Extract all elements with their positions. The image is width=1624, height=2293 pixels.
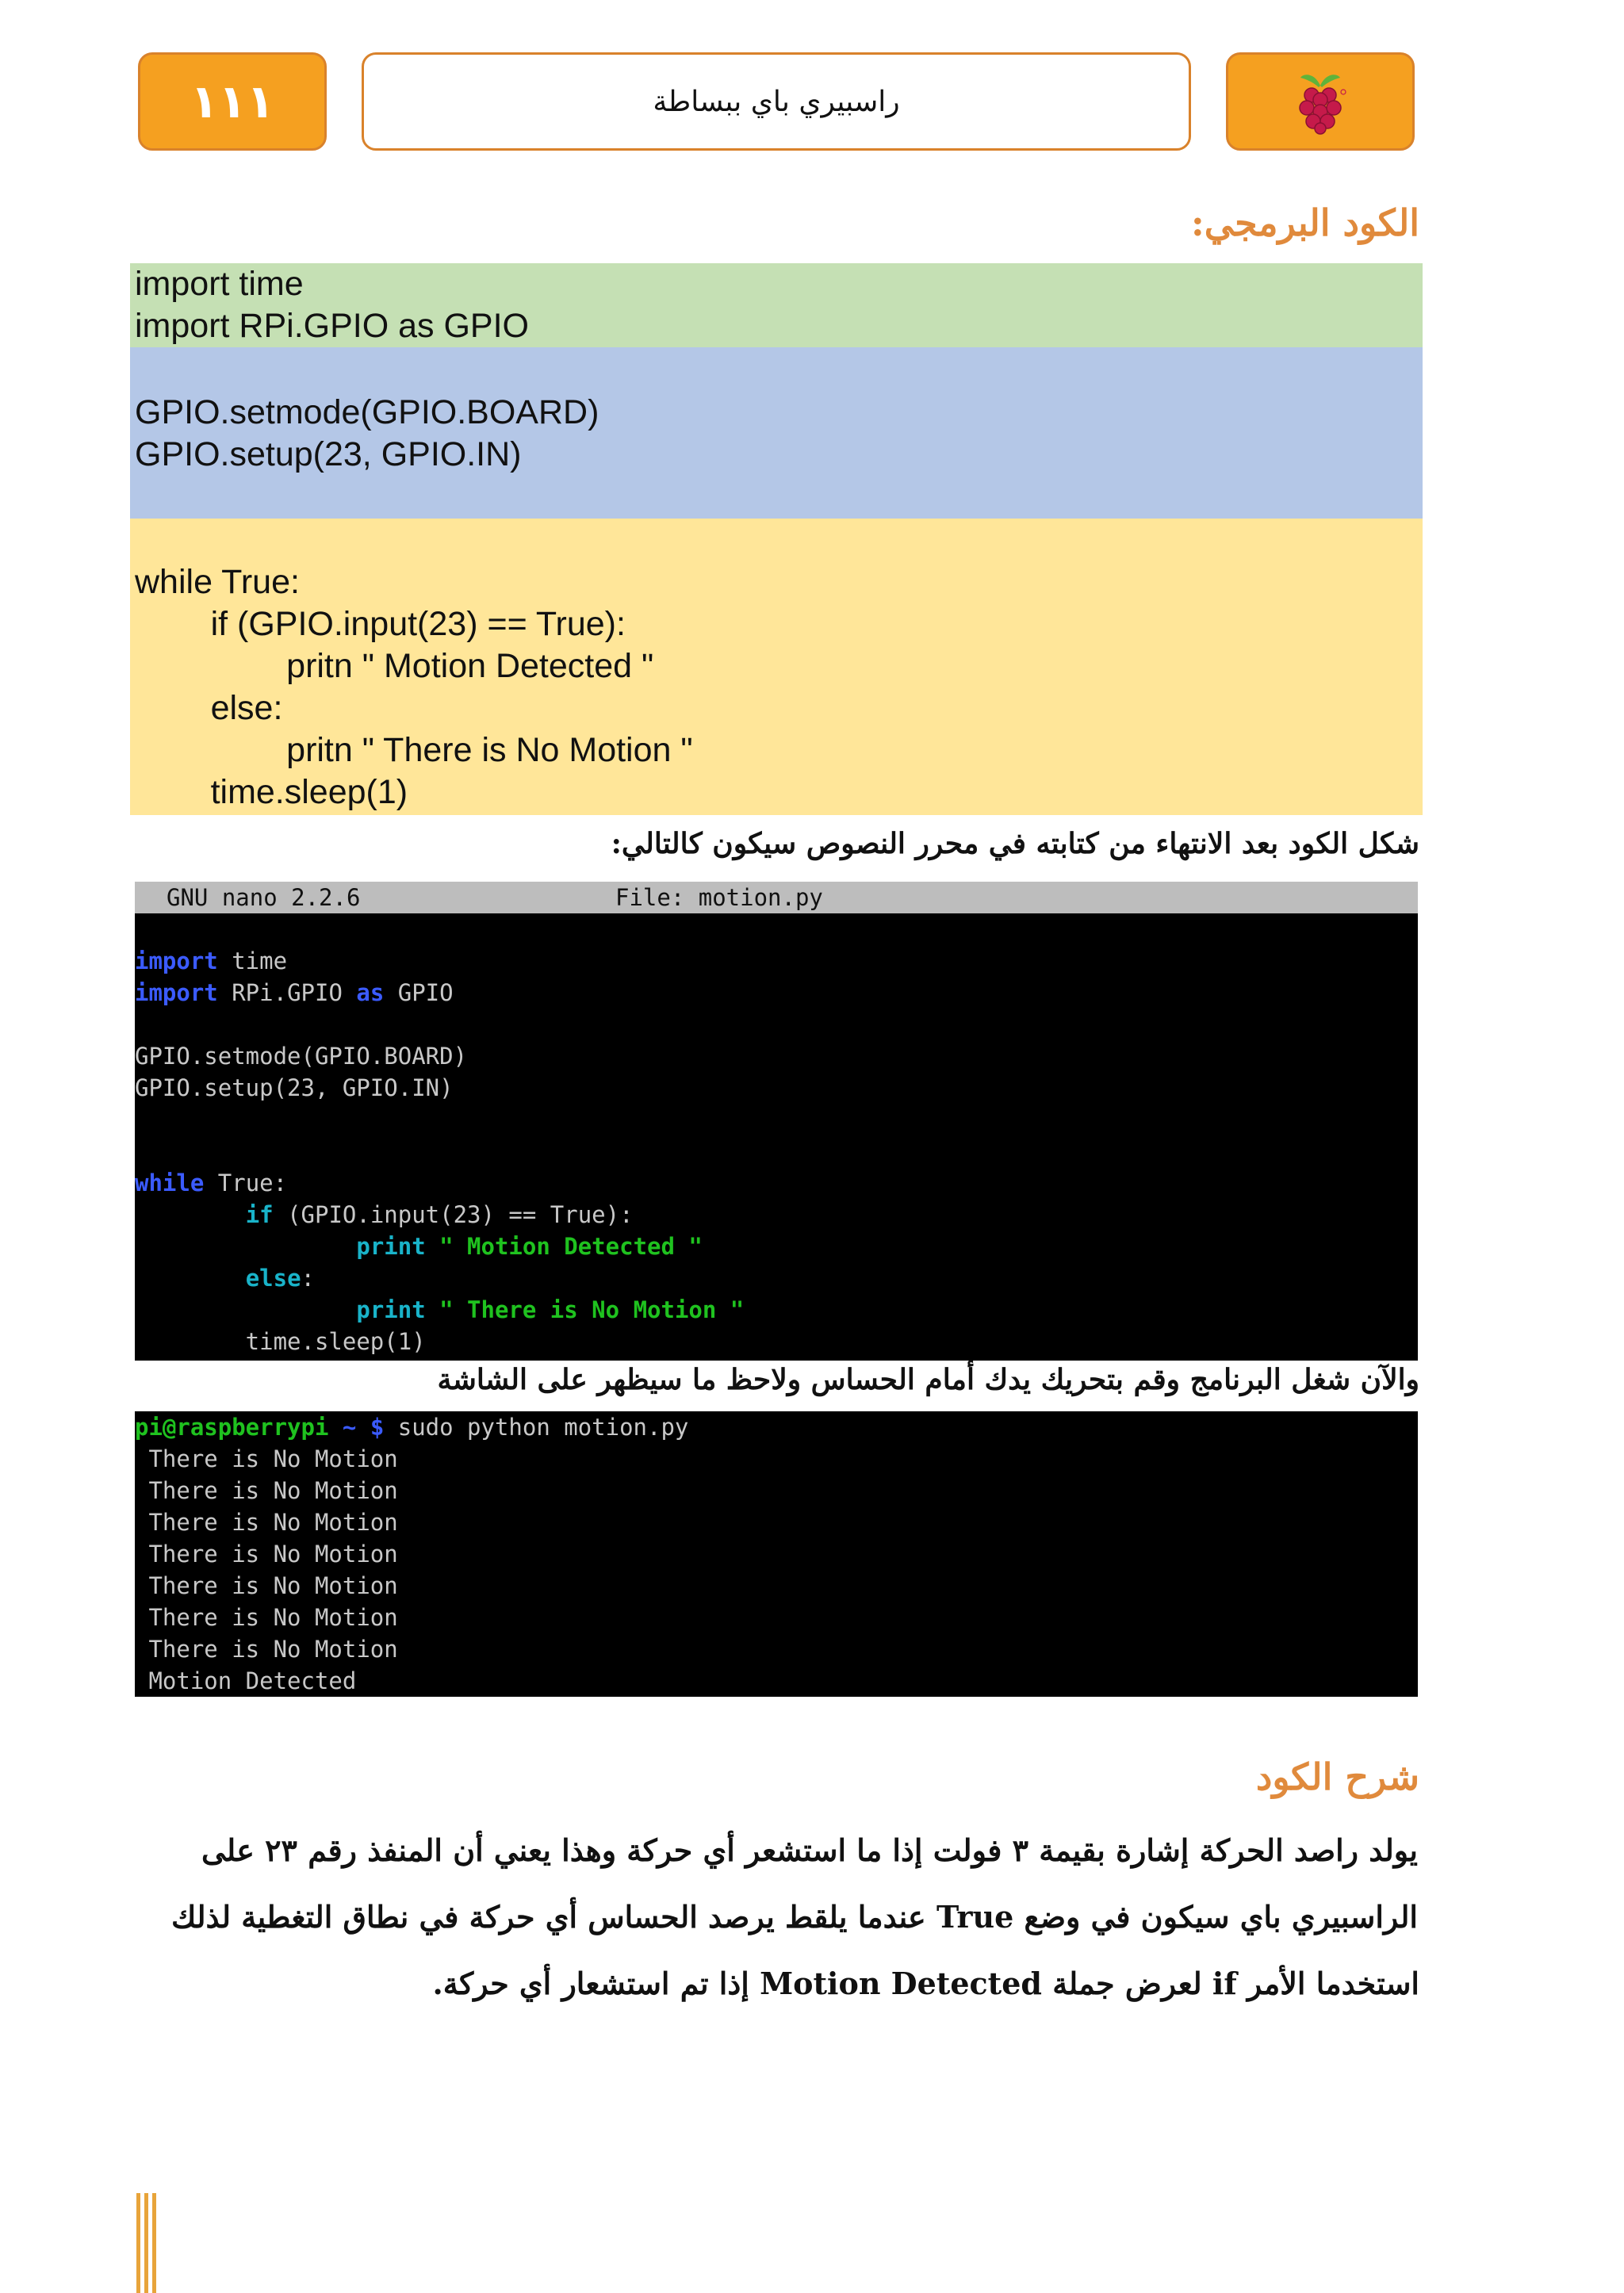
code-line: GPIO.setup(23, GPIO.IN) bbox=[135, 435, 522, 473]
nano-version: GNU nano 2.2.6 bbox=[167, 884, 361, 911]
terminal-output-line: There is No Motion bbox=[135, 1572, 398, 1599]
code-line: GPIO.setmode(GPIO.BOARD) bbox=[135, 393, 599, 431]
code-listing bbox=[130, 263, 1423, 815]
code-line: import RPi.GPIO as GPIO bbox=[135, 307, 529, 345]
nano-line: if (GPIO.input(23) == True): bbox=[245, 1201, 634, 1228]
code-line: if (GPIO.input(23) == True): bbox=[135, 605, 626, 643]
page-number: ١١١ bbox=[190, 75, 275, 128]
terminal-output-line: There is No Motion bbox=[135, 1541, 398, 1568]
nano-line: import RPi.GPIO as GPIO bbox=[135, 979, 454, 1006]
code-line: pritn " Motion Detected " bbox=[135, 647, 654, 685]
code-heading: الكود البرمجي: bbox=[1190, 201, 1419, 244]
terminal-output-line: There is No Motion bbox=[135, 1477, 398, 1504]
logo-box bbox=[1226, 52, 1415, 151]
side-stripe bbox=[152, 2193, 156, 2293]
code-line: else: bbox=[135, 689, 283, 727]
explanation-line: يولد راصد الحركة إشارة بقيمة ٣ فولت إذا ما استشعر أي حركة وهذا يعني أن المنفذ رقم ٢٣ على bbox=[201, 1832, 1418, 1868]
explanation-line: استخدما الأمر if لعرض جملة Motion Detected إذا تم استشعار أي حركة. bbox=[432, 1966, 1419, 2001]
terminal-output-line: Motion Detected bbox=[135, 1667, 357, 1694]
nano-line: GPIO.setup(23, GPIO.IN) bbox=[135, 1074, 454, 1101]
terminal-output-line: There is No Motion bbox=[135, 1509, 398, 1536]
nano-line: import time bbox=[135, 947, 288, 974]
side-stripe bbox=[144, 2193, 148, 2293]
code-line: time.sleep(1) bbox=[135, 773, 408, 811]
nano-line: GPIO.setmode(GPIO.BOARD) bbox=[135, 1043, 468, 1070]
nano-line: else: bbox=[245, 1265, 315, 1292]
book-title: راسبيري باي ببساطة bbox=[653, 85, 900, 118]
nano-line: while True: bbox=[135, 1169, 288, 1196]
nano-line: time.sleep(1) bbox=[135, 1328, 426, 1355]
book-title-box bbox=[362, 52, 1191, 151]
nano-line: print " Motion Detected " bbox=[356, 1233, 703, 1260]
nano-line: print " There is No Motion " bbox=[356, 1296, 745, 1323]
explanation-line: الراسبيري باي سيكون في وضع True عندما يلقط يرصد الحساس أي حركة في نطاق التغطية لذلك bbox=[170, 1899, 1418, 1935]
terminal-output-line: There is No Motion bbox=[135, 1445, 398, 1472]
nano-file: File: motion.py bbox=[615, 884, 823, 911]
page-number-box bbox=[138, 52, 327, 151]
run-caption: والآن شغل البرنامج وقم بتحريك يدك أمام الحساس ولاحظ ما سيظهر على الشاشة bbox=[437, 1363, 1419, 1396]
code-line: import time bbox=[135, 265, 304, 303]
code-line: while True: bbox=[135, 563, 300, 601]
code-line: pritn " There is No Motion " bbox=[135, 731, 693, 769]
side-stripe bbox=[136, 2193, 140, 2293]
explanation-heading: شرح الكود bbox=[1255, 1755, 1419, 1798]
editor-caption: شكل الكود بعد الانتهاء من كتابته في محرر النصوص سيكون كالتالي: bbox=[611, 827, 1419, 860]
nano-editor-screenshot bbox=[135, 882, 1418, 1361]
nano-title-bar bbox=[135, 882, 1418, 913]
terminal-screenshot bbox=[135, 1411, 1418, 1697]
terminal-output-line: There is No Motion bbox=[135, 1604, 398, 1631]
raspberry-icon bbox=[1293, 68, 1348, 135]
terminal-output-line: There is No Motion bbox=[135, 1636, 398, 1663]
terminal-prompt-line: pi@raspberrypi ~ $ sudo python motion.py bbox=[135, 1414, 689, 1441]
